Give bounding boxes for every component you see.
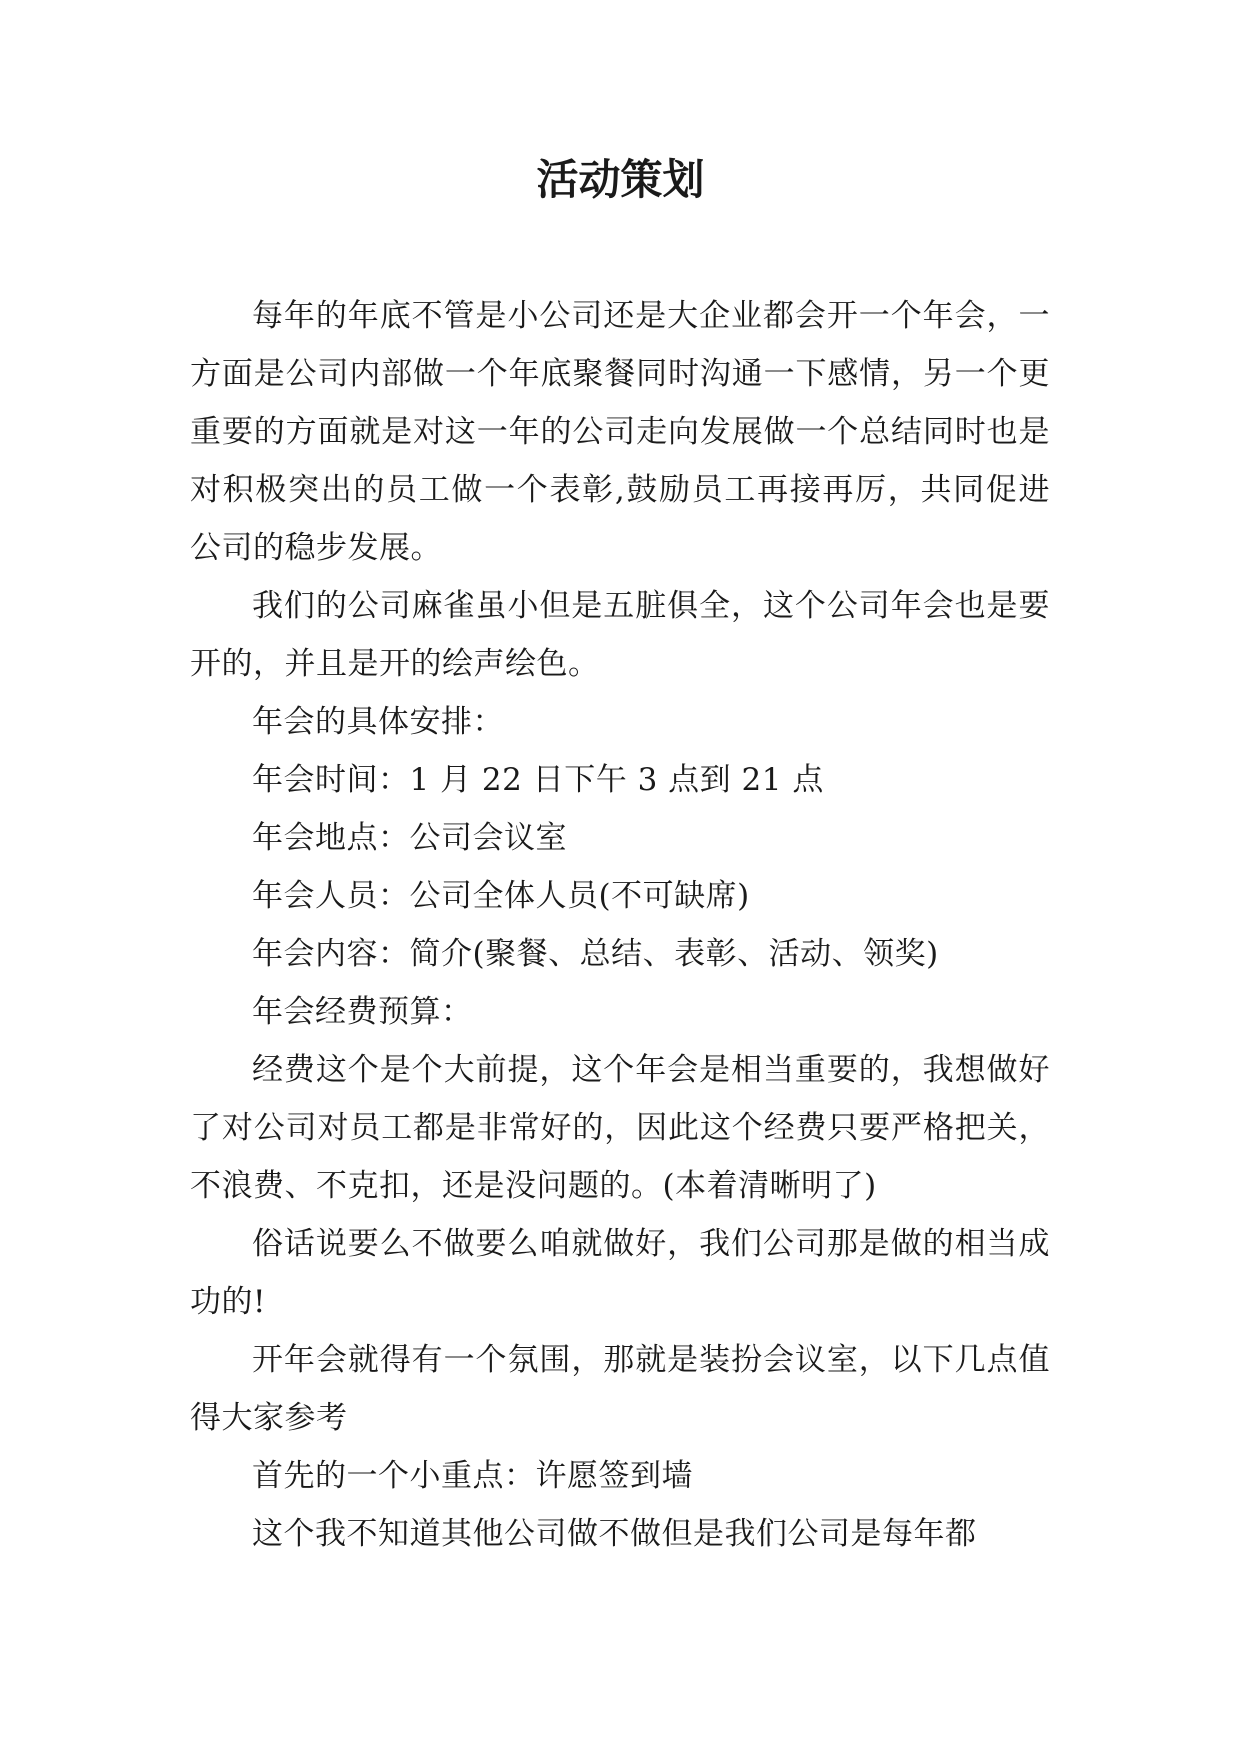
paragraph-content: 年会内容：简介(聚餐、总结、表彰、活动、领奖) (252, 936, 939, 972)
paragraph-attendees: 年会人员：公司全体人员(不可缺席) (252, 878, 750, 914)
paragraph-budget: 经费这个是个大前提，这个年会是相当重要的，我想做好了对公司对员工都是非常好的，因此这个经费只要严格把关，不浪费、不克扣，还是没问题的。(本着清晰明了) (190, 1052, 1050, 1204)
paragraph-decoration: 开年会就得有一个氛围，那就是装扮会议室，以下几点值得大家参考 (190, 1342, 1050, 1436)
paragraph-company: 我们的公司麻雀虽小但是五脏俱全，这个公司年会也是要开的，并且是开的绘声绘色。 (190, 588, 1050, 682)
paragraph-wish-wall: 首先的一个小重点：许愿签到墙 (252, 1458, 693, 1494)
paragraph-location: 年会地点：公司会议室 (252, 820, 567, 856)
paragraph-time: 年会时间：1 月 22 日下午 3 点到 21 点 (252, 762, 824, 798)
paragraph-arrangement-heading: 年会的具体安排： (252, 704, 504, 740)
paragraph-budget-heading: 年会经费预算： (252, 994, 473, 1030)
paragraph-intro: 每年的年底不管是小公司还是大企业都会开一个年会，一方面是公司内部做一个年底聚餐同时沟通一下感情，另一个更重要的方面就是对这一年的公司走向发展做一个总结同时也是对积极突出的员工做一个表彰,鼓励员工再接再厉，共同促进公司的稳步发展。 (190, 298, 1050, 566)
paragraph-wish-wall-detail: 这个我不知道其他公司做不做但是我们公司是每年都 (252, 1516, 977, 1552)
document-body (190, 287, 1050, 1563)
paragraph-proverb: 俗话说要么不做要么咱就做好，我们公司那是做的相当成功的! (190, 1226, 1050, 1320)
page-title: 活动策划 (536, 155, 705, 204)
